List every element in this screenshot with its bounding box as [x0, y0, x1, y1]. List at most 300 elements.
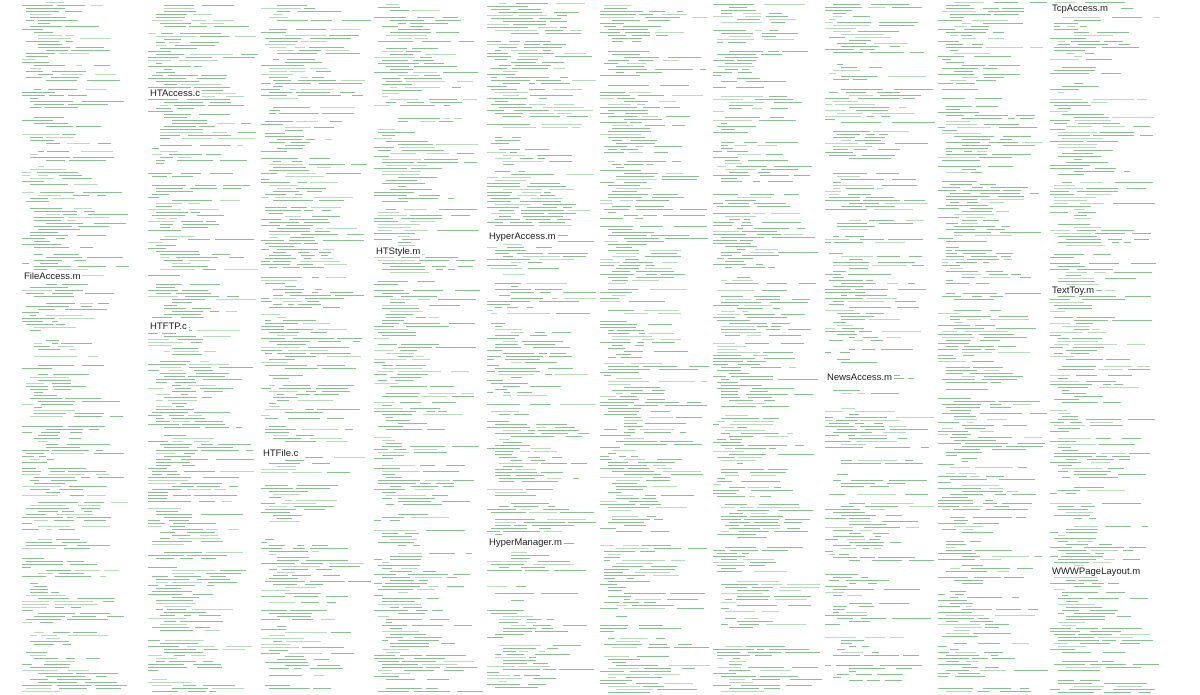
code-line [487, 24, 509, 25]
code-line [487, 365, 499, 366]
code-line [713, 72, 732, 73]
code-line [825, 242, 831, 243]
code-line [48, 468, 86, 469]
code-line [74, 416, 102, 417]
code-line [946, 367, 970, 368]
code-line [530, 404, 551, 405]
code-line [833, 16, 842, 17]
code-line [608, 69, 647, 70]
code-line [52, 198, 75, 199]
code-line [725, 200, 756, 201]
code-line [721, 255, 732, 256]
code-line [962, 376, 975, 377]
code-line [1074, 218, 1091, 219]
code-line [156, 603, 196, 604]
code-line [721, 507, 735, 508]
code-line [405, 533, 419, 534]
code-line [938, 664, 971, 665]
code-line [1024, 437, 1042, 438]
code-line [525, 149, 549, 150]
code-line [892, 122, 935, 123]
code-line [499, 107, 532, 108]
code-line [954, 419, 977, 420]
code-line [635, 345, 644, 346]
code-line [38, 195, 61, 196]
code-line [519, 666, 550, 667]
code-line [499, 567, 509, 568]
code-line [1098, 369, 1123, 370]
code-line [34, 392, 43, 393]
code-line [1006, 446, 1043, 447]
code-line [639, 333, 645, 334]
code-line [403, 607, 422, 608]
code-line [261, 74, 293, 75]
code-line [156, 406, 172, 407]
code-line [1088, 332, 1106, 333]
code-line [608, 462, 628, 463]
code-line [938, 500, 973, 501]
code-line [825, 200, 860, 201]
code-line [860, 49, 875, 50]
code-line [22, 558, 44, 559]
code-line [374, 284, 398, 285]
code-line [46, 340, 59, 341]
code-line [942, 160, 980, 161]
code-line [841, 463, 881, 464]
code-line [938, 503, 973, 504]
code-line [725, 547, 756, 548]
code-line [167, 474, 180, 475]
code-line [322, 391, 350, 392]
code-line [1093, 99, 1134, 100]
code-line [172, 529, 203, 530]
code-line [71, 50, 110, 51]
code-line [46, 638, 60, 639]
code-line [1066, 607, 1102, 608]
code-line [938, 83, 953, 84]
code-line [1104, 41, 1123, 42]
code-line [737, 510, 769, 511]
code-line [737, 427, 747, 428]
code-line [182, 290, 208, 291]
code-line [612, 41, 623, 42]
code-line [833, 557, 857, 558]
code-line [677, 11, 683, 12]
code-line [495, 225, 534, 226]
code-line [865, 637, 885, 638]
code-line [1062, 182, 1072, 183]
code-line [148, 99, 178, 100]
code-line [283, 267, 300, 268]
code-line [402, 150, 444, 151]
code-line [320, 107, 355, 108]
code-line [530, 183, 560, 184]
code-line [779, 590, 801, 591]
code-line [323, 575, 340, 576]
code-line [991, 187, 1028, 188]
code-line [76, 126, 101, 127]
code-line [1058, 44, 1070, 45]
code-line [34, 644, 54, 645]
code-line [971, 568, 1010, 569]
code-line [841, 76, 877, 77]
code-line [836, 420, 857, 421]
code-line [623, 545, 639, 546]
code-line [197, 447, 233, 448]
code-line [904, 200, 925, 201]
code-line [856, 441, 897, 442]
code-line [612, 450, 636, 451]
code-line [1054, 105, 1091, 106]
code-line [873, 533, 889, 534]
code-line [382, 649, 409, 650]
code-line [261, 264, 290, 265]
code-line [665, 238, 708, 239]
code-line [30, 679, 48, 680]
code-line [1050, 212, 1068, 213]
code-line [978, 643, 1000, 644]
code-line [527, 307, 533, 308]
code-line [491, 383, 528, 384]
code-line [946, 370, 977, 371]
code-line [627, 161, 666, 162]
code-line [173, 495, 191, 496]
code-line [966, 661, 978, 662]
code-line [26, 595, 66, 596]
code-line [46, 429, 83, 430]
code-line [600, 17, 634, 18]
code-line [34, 211, 77, 212]
code-line [304, 8, 315, 9]
code-line [989, 488, 1003, 489]
code-line [293, 548, 305, 549]
code-line [148, 111, 173, 112]
code-line [604, 429, 617, 430]
code-line [269, 569, 277, 570]
code-line [487, 222, 503, 223]
code-line [511, 286, 518, 287]
code-line [22, 95, 45, 96]
code-line [970, 541, 981, 542]
code-line [938, 325, 970, 326]
code-line [302, 429, 338, 430]
code-line [378, 132, 415, 133]
code-line [287, 59, 315, 60]
code-line [269, 41, 298, 42]
code-line [651, 411, 670, 412]
code-line [938, 594, 945, 595]
code-line [600, 468, 624, 469]
code-line [178, 538, 220, 539]
code-line [80, 613, 110, 614]
code-line [202, 397, 212, 398]
code-line [616, 268, 639, 269]
code-line [521, 213, 544, 214]
code-line [164, 11, 196, 12]
code-line [764, 358, 795, 359]
code-line [950, 193, 971, 194]
code-line [1050, 583, 1084, 584]
code-line [849, 621, 870, 622]
code-line [956, 83, 975, 84]
code-line [22, 5, 53, 6]
code-line [642, 339, 654, 340]
code-line [725, 525, 739, 526]
code-line [987, 419, 1007, 420]
code-line [1108, 468, 1124, 469]
code-line [853, 79, 867, 80]
code-line [277, 572, 295, 573]
code-line [612, 471, 654, 472]
code-line [291, 207, 307, 208]
code-line [725, 246, 757, 247]
code-line [938, 646, 947, 647]
code-line [1090, 610, 1118, 611]
code-line [390, 299, 411, 300]
code-line [950, 80, 966, 81]
code-line [833, 480, 841, 481]
code-line [172, 123, 207, 124]
code-line [1074, 35, 1113, 36]
code-line [164, 8, 194, 9]
code-line [22, 368, 52, 369]
code-line [946, 205, 988, 206]
code-line [662, 176, 699, 177]
code-line [992, 154, 1031, 155]
code-line [59, 53, 89, 54]
code-line [682, 668, 695, 669]
code-line [553, 645, 581, 646]
code-line [261, 182, 290, 183]
code-line [962, 506, 983, 507]
code-line [942, 89, 978, 90]
code-line [34, 477, 75, 478]
code-line [318, 385, 354, 386]
code-line [867, 298, 897, 299]
code-line [938, 29, 955, 30]
code-line [528, 457, 540, 458]
code-line [1108, 239, 1122, 240]
code-line [398, 144, 433, 145]
code-line [892, 179, 916, 180]
code-line [374, 437, 391, 438]
code-line [184, 471, 215, 472]
code-line [890, 542, 901, 543]
code-line [757, 507, 800, 508]
code-line [837, 325, 853, 326]
code-line [713, 151, 722, 152]
code-line [600, 327, 636, 328]
code-line [427, 153, 449, 154]
code-line [188, 239, 210, 240]
code-line [425, 480, 450, 481]
code-line [1054, 562, 1089, 563]
code-line [612, 336, 652, 337]
code-line [721, 332, 761, 333]
code-line [269, 551, 308, 552]
code-line [938, 553, 976, 554]
code-line [786, 685, 812, 686]
code-line [419, 580, 428, 581]
code-line [487, 6, 528, 7]
code-line [866, 280, 873, 281]
code-line [38, 23, 50, 24]
code-line [269, 391, 298, 392]
code-line [721, 691, 764, 692]
code-line [737, 197, 771, 198]
code-line [982, 277, 1010, 278]
code-line [487, 304, 510, 305]
code-line [771, 108, 788, 109]
code-line [745, 16, 761, 17]
code-line [261, 596, 285, 597]
code-line [792, 299, 810, 300]
code-line [829, 37, 845, 38]
code-line [298, 400, 333, 401]
code-line [729, 373, 749, 374]
code-line [261, 326, 284, 327]
code-line [314, 127, 334, 128]
code-line [654, 519, 663, 520]
code-line [557, 15, 567, 16]
code-line [624, 444, 667, 445]
code-line [1058, 438, 1091, 439]
code-line [410, 408, 440, 409]
code-line [457, 153, 474, 154]
code-line [265, 353, 272, 354]
code-line [717, 346, 746, 347]
code-line [892, 618, 931, 619]
code-line [215, 239, 254, 240]
code-line [774, 487, 781, 488]
code-line [386, 48, 407, 49]
code-line [898, 289, 926, 290]
code-line [382, 492, 396, 493]
code-line [938, 343, 969, 344]
code-line [833, 265, 869, 266]
code-line [331, 653, 354, 654]
code-line [30, 98, 38, 99]
code-line [946, 62, 964, 63]
code-line [1104, 559, 1115, 560]
code-line [552, 332, 571, 333]
code-line [1122, 640, 1153, 641]
code-line [612, 390, 643, 391]
code-line [962, 65, 985, 66]
code-line [946, 691, 972, 692]
code-line [82, 401, 120, 402]
code-line [205, 427, 229, 428]
code-line [1066, 126, 1092, 127]
code-line [495, 472, 537, 473]
code-line [942, 59, 951, 60]
code-line [555, 374, 588, 375]
code-line [829, 194, 839, 195]
file-title-hyperaccess-m: HyperAccess.m [489, 231, 556, 242]
code-line [495, 113, 523, 114]
code-line [1030, 193, 1039, 194]
code-line [563, 207, 572, 208]
code-line [455, 290, 480, 291]
code-line [386, 4, 399, 5]
code-line [676, 417, 702, 418]
code-line [769, 335, 801, 336]
code-line [491, 89, 517, 90]
code-line [946, 346, 958, 347]
code-line [273, 14, 283, 15]
code-line [337, 338, 362, 339]
code-line [288, 304, 294, 305]
code-line [765, 142, 798, 143]
code-column [487, 0, 599, 695]
code-line [829, 155, 856, 156]
code-line [542, 124, 582, 125]
file-title-htftp-c: HTFTP.c [150, 321, 187, 332]
code-line [841, 256, 873, 257]
code-line [680, 432, 686, 433]
code-line [825, 592, 844, 593]
code-line [398, 198, 438, 199]
code-line [548, 506, 555, 507]
code-line [648, 20, 670, 21]
code-line [616, 486, 647, 487]
code-line [608, 411, 639, 412]
code-line [95, 685, 127, 686]
code-line [539, 301, 579, 302]
code-line [1103, 652, 1125, 653]
code-line [608, 51, 649, 52]
code-line [26, 8, 65, 9]
code-line [277, 50, 294, 51]
code-line [152, 471, 177, 472]
code-line [432, 402, 456, 403]
code-line [600, 631, 614, 632]
code-line [849, 337, 855, 338]
code-line [1139, 692, 1151, 693]
code-line [514, 110, 549, 111]
code-line [301, 41, 327, 42]
code-line [292, 472, 322, 473]
code-line [179, 60, 218, 61]
code-line [34, 395, 57, 396]
code-line [760, 496, 771, 497]
code-line [946, 544, 966, 545]
code-line [148, 520, 160, 521]
code-line [495, 204, 531, 205]
code-line [794, 394, 813, 395]
code-line [286, 225, 313, 226]
code-line [495, 657, 526, 658]
code-line [962, 211, 992, 212]
code-line [848, 274, 891, 275]
code-line [647, 164, 653, 165]
code-line [1020, 277, 1031, 278]
code-line [156, 588, 181, 589]
code-line [261, 388, 271, 389]
code-line [382, 368, 422, 369]
code-line [1058, 428, 1080, 429]
code-line [674, 647, 709, 648]
code-line [182, 227, 208, 228]
code-line [742, 255, 779, 256]
code-line [1066, 359, 1103, 360]
code-line [728, 42, 746, 43]
code-line [38, 35, 62, 36]
code-line [1074, 613, 1115, 614]
code-line [1125, 296, 1151, 297]
code-line [1089, 518, 1096, 519]
code-line [52, 450, 89, 451]
